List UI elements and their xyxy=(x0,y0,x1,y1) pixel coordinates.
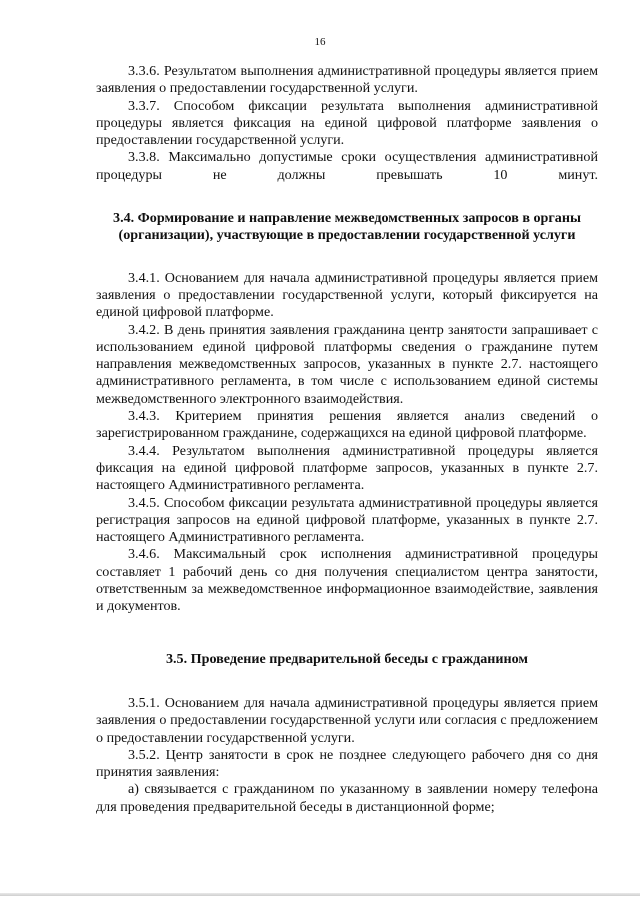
page-bottom-edge xyxy=(0,893,640,896)
paragraph-3-5-1: 3.5.1. Основанием для начала административной процедуры является прием заявления о предоставлении государственной услуги или согласия с предложением о предоставлении государственной услуги. xyxy=(96,694,598,746)
paragraph-3-4-4: 3.4.4. Результатом выполнения административной процедуры является фиксация на единой цифровой платформе запросов, указанных в пункте 2.7. настоящего Административного регламента. xyxy=(96,442,598,494)
paragraph-3-4-5: 3.4.5. Способом фиксации результата административной процедуры является регистрация запросов на единой цифровой платформе, указанных в пункте 2.7. настоящего Административного регламента. xyxy=(96,494,598,546)
paragraph-3-3-8: 3.3.8. Максимально допустимые сроки осуществления административной процедуры не должны превышать 10 минут. xyxy=(96,149,598,183)
section-heading-3-5: 3.5. Проведение предварительной беседы с гражданином xyxy=(165,650,528,667)
list-item-a: а) связывается с гражданином по указанному в заявлении номеру телефона для проведения предварительной беседы в дистанционной форме; xyxy=(96,781,598,815)
paragraph-3-4-3: 3.4.3. Критерием принятия решения является анализ сведений о зарегистрированном гражданине, содержащихся на единой цифровой платформе. xyxy=(96,408,598,442)
paragraph-3-4-6: 3.4.6. Максимальный срок исполнения административной процедуры составляет 1 рабочий день со дня получения специалистом центра занятости, ответственным за межведомственное информационное взаимодействие, заявления и документов. xyxy=(96,546,598,615)
paragraph-3-3-7: 3.3.7. Способом фиксации результата выполнения административной процедуры является фиксация на единой цифровой платформе заявления о предоставлении государственной услуги. xyxy=(96,97,598,149)
page-number: 16 xyxy=(314,36,326,48)
paragraph-3-3-6: 3.3.6. Результатом выполнения административной процедуры является прием заявления о предоставлении государственной услуги. xyxy=(96,63,598,97)
document-body xyxy=(96,63,598,816)
section-heading-3-4: 3.4. Формирование и направление межведомственных запросов в органы (организации), участвующие в предоставлении государственной услуги xyxy=(113,210,581,244)
paragraph-3-5-2: 3.5.2. Центр занятости в срок не позднее следующего рабочего дня со дня принятия заявления: xyxy=(96,746,598,781)
paragraph-3-4-2: 3.4.2. В день принятия заявления гражданина центр занятости запрашивает с использованием единой цифровой платформы сведения о гражданине путем направления межведомственных запросов, указанных в пункте 2.7. настоящего административного регламента, в том числе с использованием единой системы межведомственного электронного взаимодействия. xyxy=(96,321,598,407)
paragraph-3-4-1: 3.4.1. Основанием для начала административной процедуры является прием заявления о предоставлении государственной услуги, который фиксируется на единой цифровой платформе. xyxy=(96,269,598,321)
